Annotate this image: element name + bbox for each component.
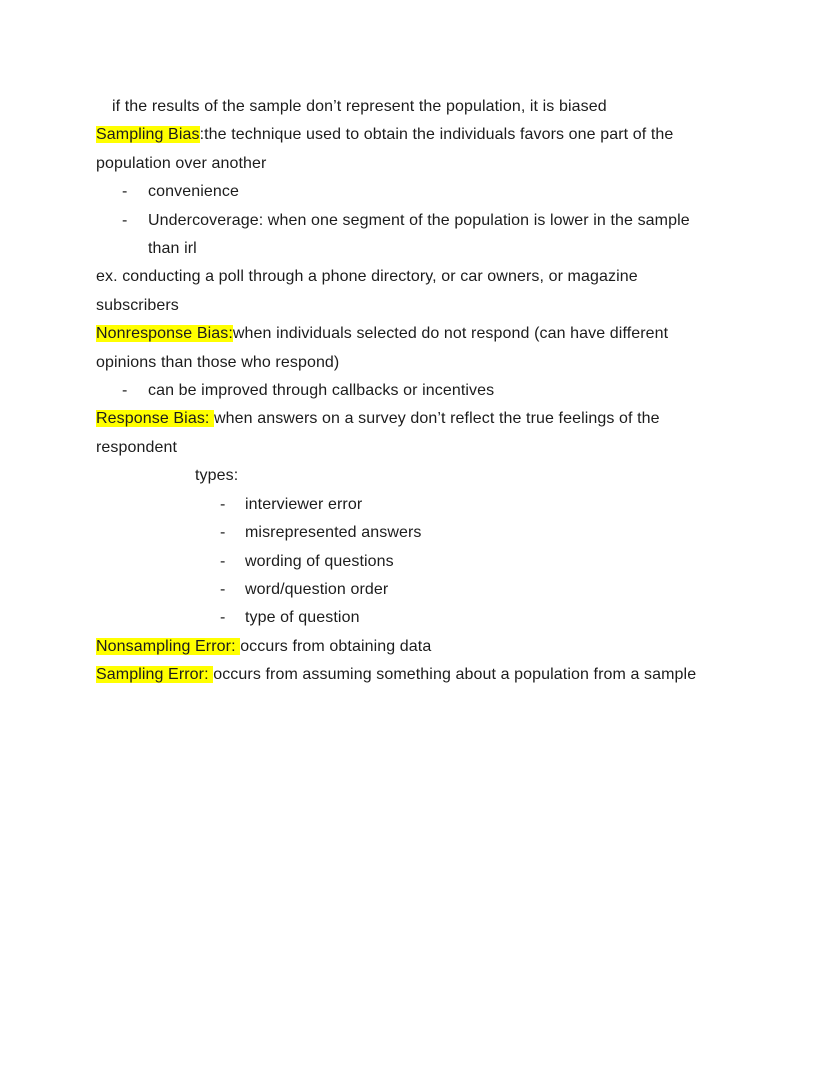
bullet-item (96, 207, 796, 235)
text-line (96, 462, 796, 490)
line-text: when answers on a survey don’t reflect the true feelings of the (214, 410, 660, 428)
text-line (96, 349, 796, 377)
bullet-dash: - (122, 382, 128, 400)
text-line (96, 150, 796, 178)
line-text: can be improved through callbacks or incentives (148, 382, 495, 400)
notes-text-block (96, 93, 796, 690)
text-line (96, 434, 796, 462)
text-line (96, 320, 796, 348)
line-text: wording of questions (245, 552, 394, 570)
line-text: respondent (96, 438, 178, 456)
text-line (96, 263, 796, 291)
highlighted-term: Response Bias: (96, 410, 215, 428)
line-text: interviewer error (245, 495, 363, 513)
bullet-item (96, 377, 796, 405)
text-line (96, 633, 796, 661)
text-line (96, 93, 796, 121)
line-text: ex. conducting a poll through a phone directory, or car owners, or magazine (96, 268, 638, 286)
bullet-item (96, 576, 796, 604)
bullet-dash: - (220, 524, 226, 542)
text-line (96, 405, 796, 433)
line-text: :the technique used to obtain the individuals favors one part of the (199, 126, 674, 144)
highlighted-term: Sampling Error: (96, 666, 214, 684)
line-text: occurs from assuming something about a population from a sample (213, 666, 697, 684)
text-line (96, 292, 796, 320)
line-text: types: (195, 467, 239, 485)
highlighted-term: Sampling Bias (96, 126, 200, 144)
text-line (96, 121, 796, 149)
line-text: if the results of the sample don’t represent the population, it is biased (112, 98, 607, 115)
highlighted-term: Nonsampling Error: (96, 637, 241, 655)
line-text: population over another (96, 154, 267, 172)
bullet-item (96, 548, 796, 576)
bullet-dash: - (220, 552, 226, 570)
bullet-dash: - (122, 183, 128, 201)
line-text: convenience (148, 183, 239, 201)
bullet-item (96, 178, 796, 206)
line-text: when individuals selected do not respond (can have different (232, 325, 669, 343)
bullet-item (96, 491, 796, 519)
line-text: opinions than those who respond) (96, 353, 340, 371)
line-text: Undercoverage: when one segment of the population is lower in the sample (148, 211, 690, 229)
bullet-dash: - (220, 495, 226, 513)
bullet-dash: - (220, 580, 226, 598)
line-text: occurs from obtaining data (240, 637, 432, 655)
line-text: word/question order (245, 580, 389, 598)
line-text: than irl (148, 240, 197, 258)
line-text: misrepresented answers (245, 524, 422, 542)
line-text: subscribers (96, 296, 179, 314)
text-line (96, 235, 796, 263)
bullet-dash: - (122, 211, 128, 229)
bullet-item (96, 519, 796, 547)
highlighted-term: Nonresponse Bias: (96, 325, 233, 343)
line-text: type of question (245, 609, 360, 627)
bullet-dash: - (220, 609, 226, 627)
bullet-item (96, 604, 796, 632)
text-line (96, 661, 796, 689)
